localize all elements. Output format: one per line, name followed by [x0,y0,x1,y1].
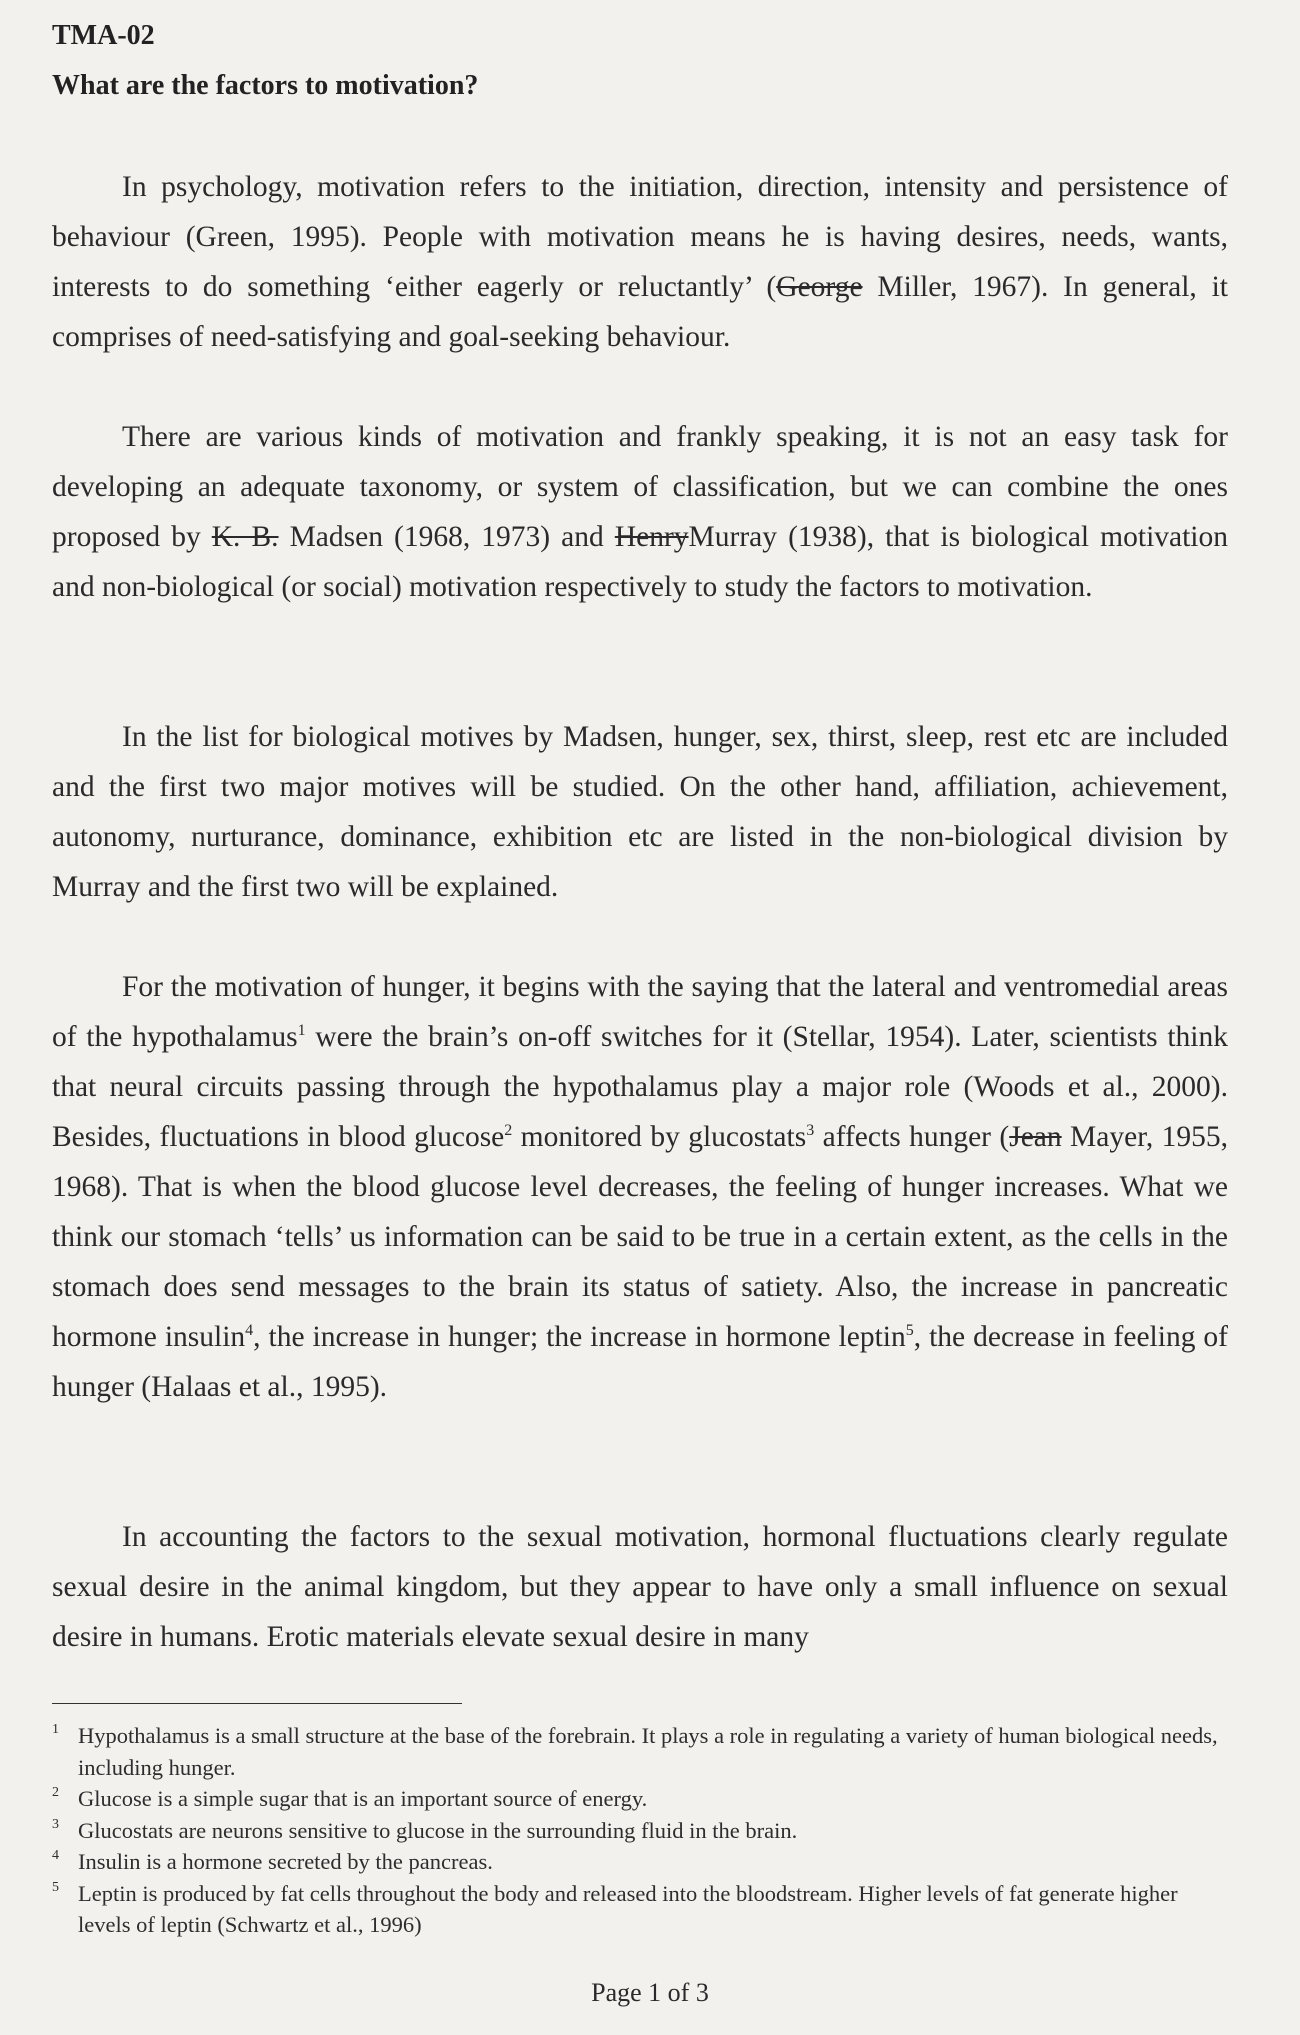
paragraph-4-text-a: For the motivation of hunger, it begins with the saying that the lateral and ventromedial areas of the hypothalamus [52,971,1228,1053]
page-number: Page 1 of 3 [591,1978,709,2007]
essay-question-title: What are the factors to motivation? [52,70,479,101]
strikethrough-text: K. B. [211,521,279,553]
footnote-number: 2 [52,1785,59,1800]
footnote-ref-4: 4 [245,1322,254,1340]
paragraph-2-text-c: Murray (1938), that is biological motivation and non-biological (or social) motivation respectively to study the factors to motivation. [52,521,1228,603]
footnote-number: 5 [52,1879,59,1895]
paragraph-4-text-e: Mayer, 1955, 1968). That is when the blood glucose level decreases, the feeling of hunger increases. What we think our stomach ‘tells’ us information can be said to be true in a certain extent, as the cells in the stomach does send messages to the brain its status of satiety. Also, the increase in pancreatic hormone insulin [52,1121,1228,1353]
footnote-text: Hypothalamus is a small structure at the base of the forebrain. It plays a role in regulating a variety of human biological needs, including hunger. [78,1723,1218,1780]
paragraph-4-text-c: monitored by glucostats [512,1121,807,1153]
paragraph-4-text-f: , the increase in hunger; the increase in hormone leptin [253,1321,906,1353]
footnote-divider [52,1703,462,1704]
footnote-text: Leptin is produced by fat cells throughout the body and released into the bloodstream. Higher levels of fat generate higher levels of leptin (Schwartz et al., 1996) [78,1880,1178,1937]
footnote-item [52,1815,1232,1847]
paragraph-2-text-a: There are various kinds of motivation and frankly speaking, it is not an easy task for developing an adequate taxonomy, or system of classification, but we can combine the ones proposed by [52,421,1228,553]
footnote-ref-5: 5 [905,1322,914,1340]
document-id: TMA-02 [52,20,155,51]
paragraph-4 [52,962,1228,1412]
paragraph-2-text-b: Madsen (1968, 1973) and [278,521,615,553]
footnote-item [52,1878,1232,1941]
paragraph-1 [52,162,1228,362]
footnote-number: 4 [52,1848,59,1863]
paragraph-3-text: In the list for biological motives by Madsen, hunger, sex, thirst, sleep, rest etc are included and the first two major motives will be studied. On the other hand, affiliation, achievement, autonomy, nurturance, dominance, exhibition etc are listed in the non-biological division by Murray and the first two will be explained. [52,721,1228,903]
footnotes-section [52,1720,1232,1941]
footnote-item [52,1783,1232,1815]
paragraph-2 [52,412,1228,612]
paragraph-4-text-d: affects hunger ( [814,1121,1010,1153]
footnote-ref-1: 1 [297,1022,306,1040]
footnote-text: Glucostats are neurons sensitive to glucose in the surrounding fluid in the brain. [78,1817,798,1843]
strikethrough-text: Henry [614,521,689,553]
paragraph-1-text-b: Miller, 1967). In general, it comprises of need-satisfying and goal-seeking behaviour. [52,271,1228,353]
footnote-text: Insulin is a hormone secreted by the pancreas. [78,1849,493,1874]
paragraph-5 [52,1512,1228,1662]
paragraph-1-text-a: In psychology, motivation refers to the initiation, direction, intensity and persistence of behaviour (Green, 1995). People with motivation means he is having desires, needs, wants, interests to do something ‘either eagerly or reluctantly’ ( [52,171,1228,303]
footnote-text: Glucose is a simple sugar that is an important source of energy. [78,1786,648,1811]
footnote-number: 1 [52,1722,59,1737]
footnote-number: 3 [52,1816,59,1832]
paragraph-4-text-g: , the decrease in feeling of hunger (Halaas et al., 1995). [52,1321,1229,1403]
footnote-ref-3: 3 [806,1122,815,1140]
paragraph-3 [52,712,1228,912]
footnote-item [52,1720,1232,1783]
footnote-ref-2: 2 [504,1122,513,1140]
strikethrough-text: Jean [1009,1121,1062,1153]
strikethrough-text: George [776,271,863,303]
footnote-item [52,1846,1232,1878]
paragraph-5-text: In accounting the factors to the sexual motivation, hormonal fluctuations clearly regulate sexual desire in the animal kingdom, but they appear to have only a small influence on sexual desire in humans. Erotic materials elevate sexual desire in many [52,1521,1228,1653]
paragraph-4-text-b: were the brain’s on-off switches for it (Stellar, 1954). Later, scientists think that neural circuits passing through the hypothalamus play a major role (Woods et al., 2000). Besides, fluctuations in blood glucose [52,1021,1228,1153]
